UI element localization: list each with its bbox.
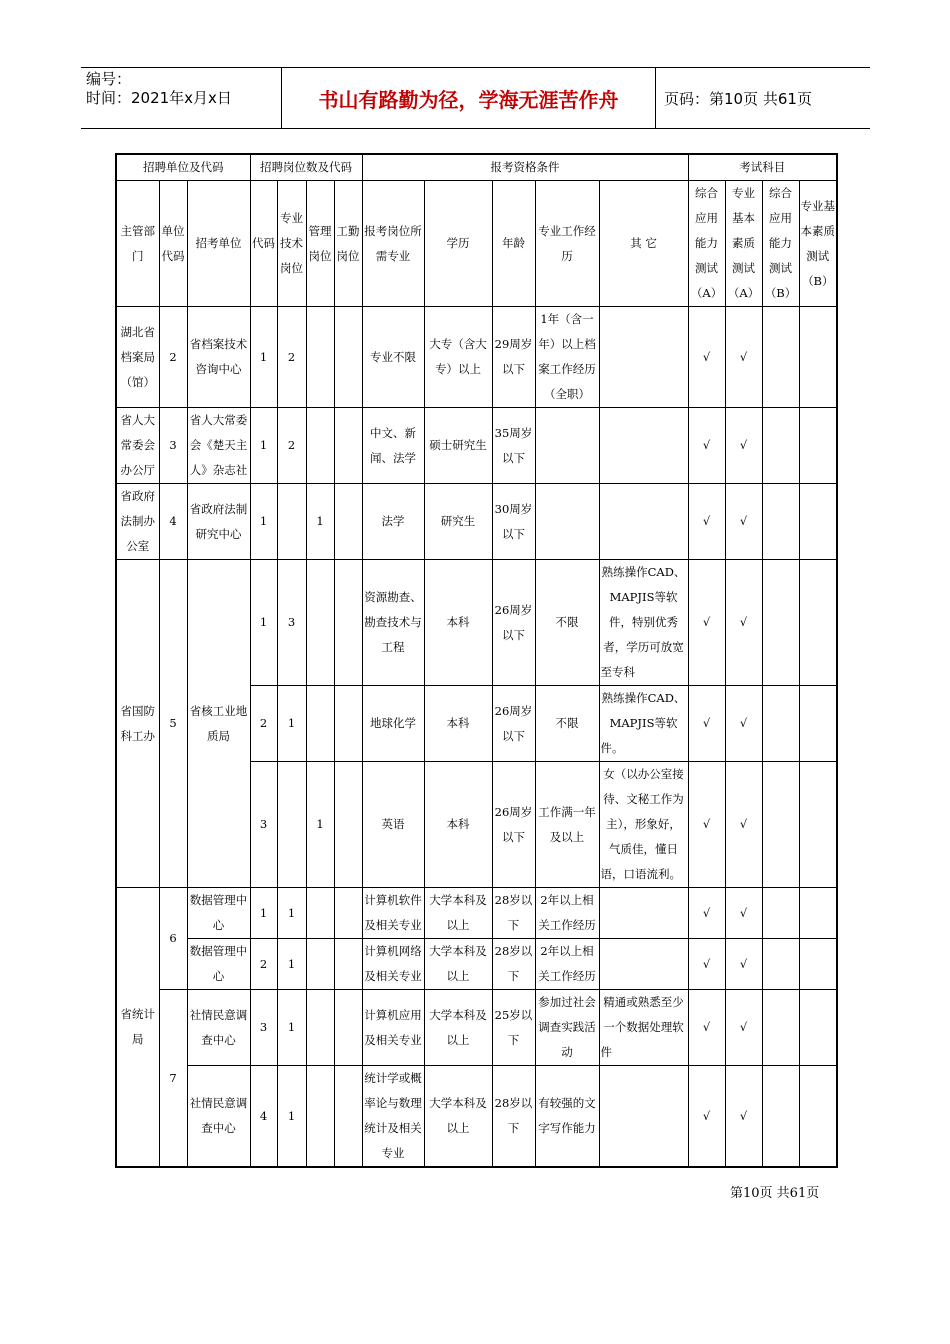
unit-name-cell: 省政府法制研究中心 <box>187 484 250 560</box>
exam-b1-cell <box>762 307 799 408</box>
age-cell: 26周岁以下 <box>492 686 535 762</box>
other-cell: 熟练操作CAD、MAPJIS等软件，特别优秀者，学历可放宽至专科 <box>599 560 688 686</box>
exam-b1-cell <box>762 1066 799 1168</box>
table-row <box>116 408 837 484</box>
tech-post-cell: 1 <box>277 990 306 1066</box>
exam-a2-cell: √ <box>725 560 762 686</box>
exam-b1-cell <box>762 408 799 484</box>
work-post-cell <box>334 408 362 484</box>
mgmt-post-cell: 1 <box>306 762 334 888</box>
exam-a2-cell: √ <box>725 408 762 484</box>
major-cell: 中文、新闻、法学 <box>362 408 424 484</box>
exam-b2-cell <box>799 307 837 408</box>
age-cell: 28岁以下 <box>492 888 535 939</box>
major-cell: 英语 <box>362 762 424 888</box>
mgmt-post-cell <box>306 307 334 408</box>
exam-a2-cell: √ <box>725 484 762 560</box>
column-header: 管理岗位 <box>306 181 334 307</box>
header-bottom-rule <box>81 128 870 129</box>
age-cell: 26周岁以下 <box>492 560 535 686</box>
exam-b1-cell <box>762 560 799 686</box>
exam-a1-cell: √ <box>688 307 725 408</box>
header-motto: 书山有路勤为径，学海无涯苦作舟 <box>318 88 619 112</box>
exam-b2-cell <box>799 560 837 686</box>
column-header: 主管部门 <box>116 181 159 307</box>
exam-a2-cell: √ <box>725 762 762 888</box>
header-divider-right <box>655 67 656 129</box>
major-cell: 计算机应用及相关专业 <box>362 990 424 1066</box>
experience-cell: 1年（含一年）以上档案工作经历（全职） <box>535 307 599 408</box>
position-code-cell: 1 <box>250 888 277 939</box>
position-code-cell: 2 <box>250 686 277 762</box>
major-cell: 计算机网络及相关专业 <box>362 939 424 990</box>
exam-b1-cell <box>762 990 799 1066</box>
education-cell: 大学本科及以上 <box>424 1066 492 1168</box>
work-post-cell <box>334 484 362 560</box>
position-code-cell: 4 <box>250 1066 277 1168</box>
exam-a2-cell: √ <box>725 1066 762 1168</box>
other-cell <box>599 307 688 408</box>
exam-b1-cell <box>762 686 799 762</box>
column-header: 年龄 <box>492 181 535 307</box>
exam-a1-cell: √ <box>688 484 725 560</box>
experience-cell <box>535 408 599 484</box>
table-row <box>116 1066 837 1168</box>
experience-cell: 工作满一年及以上 <box>535 762 599 888</box>
tech-post-cell <box>277 484 306 560</box>
unit-name-cell: 省档案技术咨询中心 <box>187 307 250 408</box>
major-cell: 统计学或概率论与数理统计及相关专业 <box>362 1066 424 1168</box>
position-code-cell: 1 <box>250 408 277 484</box>
work-post-cell <box>334 1066 362 1168</box>
major-cell: 法学 <box>362 484 424 560</box>
education-cell: 研究生 <box>424 484 492 560</box>
position-code-cell: 1 <box>250 484 277 560</box>
unit-name-cell: 社情民意调查中心 <box>187 990 250 1066</box>
group-header: 报考资格条件 <box>362 154 688 181</box>
major-cell: 资源勘查、勘查技术与工程 <box>362 560 424 686</box>
unit-name-cell: 数据管理中心 <box>187 888 250 939</box>
exam-a1-cell: √ <box>688 560 725 686</box>
education-cell: 大专（含大专）以上 <box>424 307 492 408</box>
unit-name-cell: 社情民意调查中心 <box>187 1066 250 1168</box>
other-cell <box>599 888 688 939</box>
exam-b2-cell <box>799 686 837 762</box>
experience-cell: 不限 <box>535 560 599 686</box>
column-header: 工勤岗位 <box>334 181 362 307</box>
column-header: 单位代码 <box>159 181 187 307</box>
education-cell: 大学本科及以上 <box>424 888 492 939</box>
other-cell <box>599 939 688 990</box>
column-header: 专业基本素质测试（A） <box>725 181 762 307</box>
other-cell: 精通或熟悉至少一个数据处理软件 <box>599 990 688 1066</box>
age-cell: 28岁以下 <box>492 939 535 990</box>
table-row <box>116 560 837 686</box>
unit-code-cell: 5 <box>159 560 187 888</box>
exam-a1-cell: √ <box>688 408 725 484</box>
exam-a1-cell: √ <box>688 762 725 888</box>
major-cell: 专业不限 <box>362 307 424 408</box>
table-row <box>116 888 837 939</box>
exam-a1-cell: √ <box>688 686 725 762</box>
dept-cell: 省人大常委会办公厅 <box>116 408 159 484</box>
unit-name-cell: 数据管理中心 <box>187 939 250 990</box>
tech-post-cell <box>277 762 306 888</box>
exam-b2-cell <box>799 1066 837 1168</box>
group-header: 招聘岗位数及代码 <box>250 154 362 181</box>
experience-cell: 参加过社会调查实践活动 <box>535 990 599 1066</box>
unit-code-cell: 6 <box>159 888 187 990</box>
work-post-cell <box>334 888 362 939</box>
mgmt-post-cell <box>306 560 334 686</box>
experience-cell: 2年以上相关工作经历 <box>535 939 599 990</box>
exam-b2-cell <box>799 939 837 990</box>
position-code-cell: 3 <box>250 762 277 888</box>
exam-a2-cell: √ <box>725 939 762 990</box>
mgmt-post-cell <box>306 408 334 484</box>
column-header-row <box>116 181 837 307</box>
tech-post-cell: 3 <box>277 560 306 686</box>
column-header: 报考岗位所需专业 <box>362 181 424 307</box>
work-post-cell <box>334 939 362 990</box>
other-cell: 熟练操作CAD、MAPJIS等软件。 <box>599 686 688 762</box>
tech-post-cell: 1 <box>277 686 306 762</box>
education-cell: 本科 <box>424 762 492 888</box>
other-cell <box>599 408 688 484</box>
unit-name-cell: 省核工业地质局 <box>187 560 250 888</box>
group-header: 招聘单位及代码 <box>116 154 250 181</box>
position-code-cell: 1 <box>250 560 277 686</box>
exam-a1-cell: √ <box>688 888 725 939</box>
page-footer: 第10页 共61页 <box>730 1186 820 1201</box>
position-code-cell: 3 <box>250 990 277 1066</box>
age-cell: 29周岁以下 <box>492 307 535 408</box>
exam-b1-cell <box>762 484 799 560</box>
age-cell: 35周岁以下 <box>492 408 535 484</box>
exam-b1-cell <box>762 888 799 939</box>
recruitment-table <box>115 153 838 1168</box>
table-row <box>116 939 837 990</box>
column-header: 学历 <box>424 181 492 307</box>
column-header: 其 它 <box>599 181 688 307</box>
exam-b2-cell <box>799 762 837 888</box>
doc-time-label: 时间：2021年x月x日 <box>86 89 232 107</box>
dept-cell: 省国防科工办 <box>116 560 159 888</box>
exam-a1-cell: √ <box>688 990 725 1066</box>
position-code-cell: 1 <box>250 307 277 408</box>
unit-code-cell: 7 <box>159 990 187 1168</box>
education-cell: 本科 <box>424 686 492 762</box>
column-header: 代码 <box>250 181 277 307</box>
dept-cell: 省政府法制办公室 <box>116 484 159 560</box>
age-cell: 30周岁以下 <box>492 484 535 560</box>
exam-a2-cell: √ <box>725 990 762 1066</box>
education-cell: 本科 <box>424 560 492 686</box>
unit-code-cell: 4 <box>159 484 187 560</box>
tech-post-cell: 1 <box>277 888 306 939</box>
tech-post-cell: 1 <box>277 939 306 990</box>
work-post-cell <box>334 762 362 888</box>
mgmt-post-cell <box>306 939 334 990</box>
work-post-cell <box>334 560 362 686</box>
exam-a2-cell: √ <box>725 307 762 408</box>
doc-number-label: 编号： <box>86 70 132 88</box>
dept-cell: 湖北省档案局（馆） <box>116 307 159 408</box>
exam-a2-cell: √ <box>725 686 762 762</box>
experience-cell: 不限 <box>535 686 599 762</box>
header-top-rule <box>81 67 870 68</box>
experience-cell <box>535 484 599 560</box>
work-post-cell <box>334 686 362 762</box>
education-cell: 硕士研究生 <box>424 408 492 484</box>
education-cell: 大学本科及以上 <box>424 939 492 990</box>
exam-b2-cell <box>799 408 837 484</box>
column-header: 专业技术岗位 <box>277 181 306 307</box>
other-cell <box>599 1066 688 1168</box>
work-post-cell <box>334 307 362 408</box>
exam-b2-cell <box>799 990 837 1066</box>
group-header-row <box>116 154 837 181</box>
exam-a2-cell: √ <box>725 888 762 939</box>
unit-code-cell: 2 <box>159 307 187 408</box>
age-cell: 25岁以下 <box>492 990 535 1066</box>
age-cell: 26周岁以下 <box>492 762 535 888</box>
major-cell: 地球化学 <box>362 686 424 762</box>
position-code-cell: 2 <box>250 939 277 990</box>
mgmt-post-cell <box>306 686 334 762</box>
work-post-cell <box>334 990 362 1066</box>
exam-b2-cell <box>799 888 837 939</box>
table-row <box>116 307 837 408</box>
column-header: 专业工作经历 <box>535 181 599 307</box>
column-header: 专业基本素质测试（B） <box>799 181 837 307</box>
column-header: 综合应用能力测试（B） <box>762 181 799 307</box>
column-header: 综合应用能力测试（A） <box>688 181 725 307</box>
column-header: 招考单位 <box>187 181 250 307</box>
mgmt-post-cell <box>306 990 334 1066</box>
tech-post-cell: 1 <box>277 1066 306 1168</box>
exam-b2-cell <box>799 484 837 560</box>
unit-code-cell: 3 <box>159 408 187 484</box>
exam-b1-cell <box>762 762 799 888</box>
tech-post-cell: 2 <box>277 408 306 484</box>
mgmt-post-cell <box>306 1066 334 1168</box>
mgmt-post-cell <box>306 888 334 939</box>
tech-post-cell: 2 <box>277 307 306 408</box>
education-cell: 大学本科及以上 <box>424 990 492 1066</box>
group-header: 考试科目 <box>688 154 837 181</box>
header-meta <box>86 70 232 108</box>
exam-a1-cell: √ <box>688 1066 725 1168</box>
other-cell: 女（以办公室接待、文秘工作为主），形象好，气质佳，懂日语，口语流利。 <box>599 762 688 888</box>
table-row <box>116 484 837 560</box>
dept-cell: 省统计局 <box>116 888 159 1168</box>
major-cell: 计算机软件及相关专业 <box>362 888 424 939</box>
other-cell <box>599 484 688 560</box>
table-row <box>116 990 837 1066</box>
header-page-info: 页码：第10页 共61页 <box>664 90 812 108</box>
age-cell: 28岁以下 <box>492 1066 535 1168</box>
experience-cell: 有较强的文字写作能力 <box>535 1066 599 1168</box>
unit-name-cell: 省人大常委会《楚天主人》杂志社 <box>187 408 250 484</box>
exam-a1-cell: √ <box>688 939 725 990</box>
experience-cell: 2年以上相关工作经历 <box>535 888 599 939</box>
mgmt-post-cell: 1 <box>306 484 334 560</box>
exam-b1-cell <box>762 939 799 990</box>
